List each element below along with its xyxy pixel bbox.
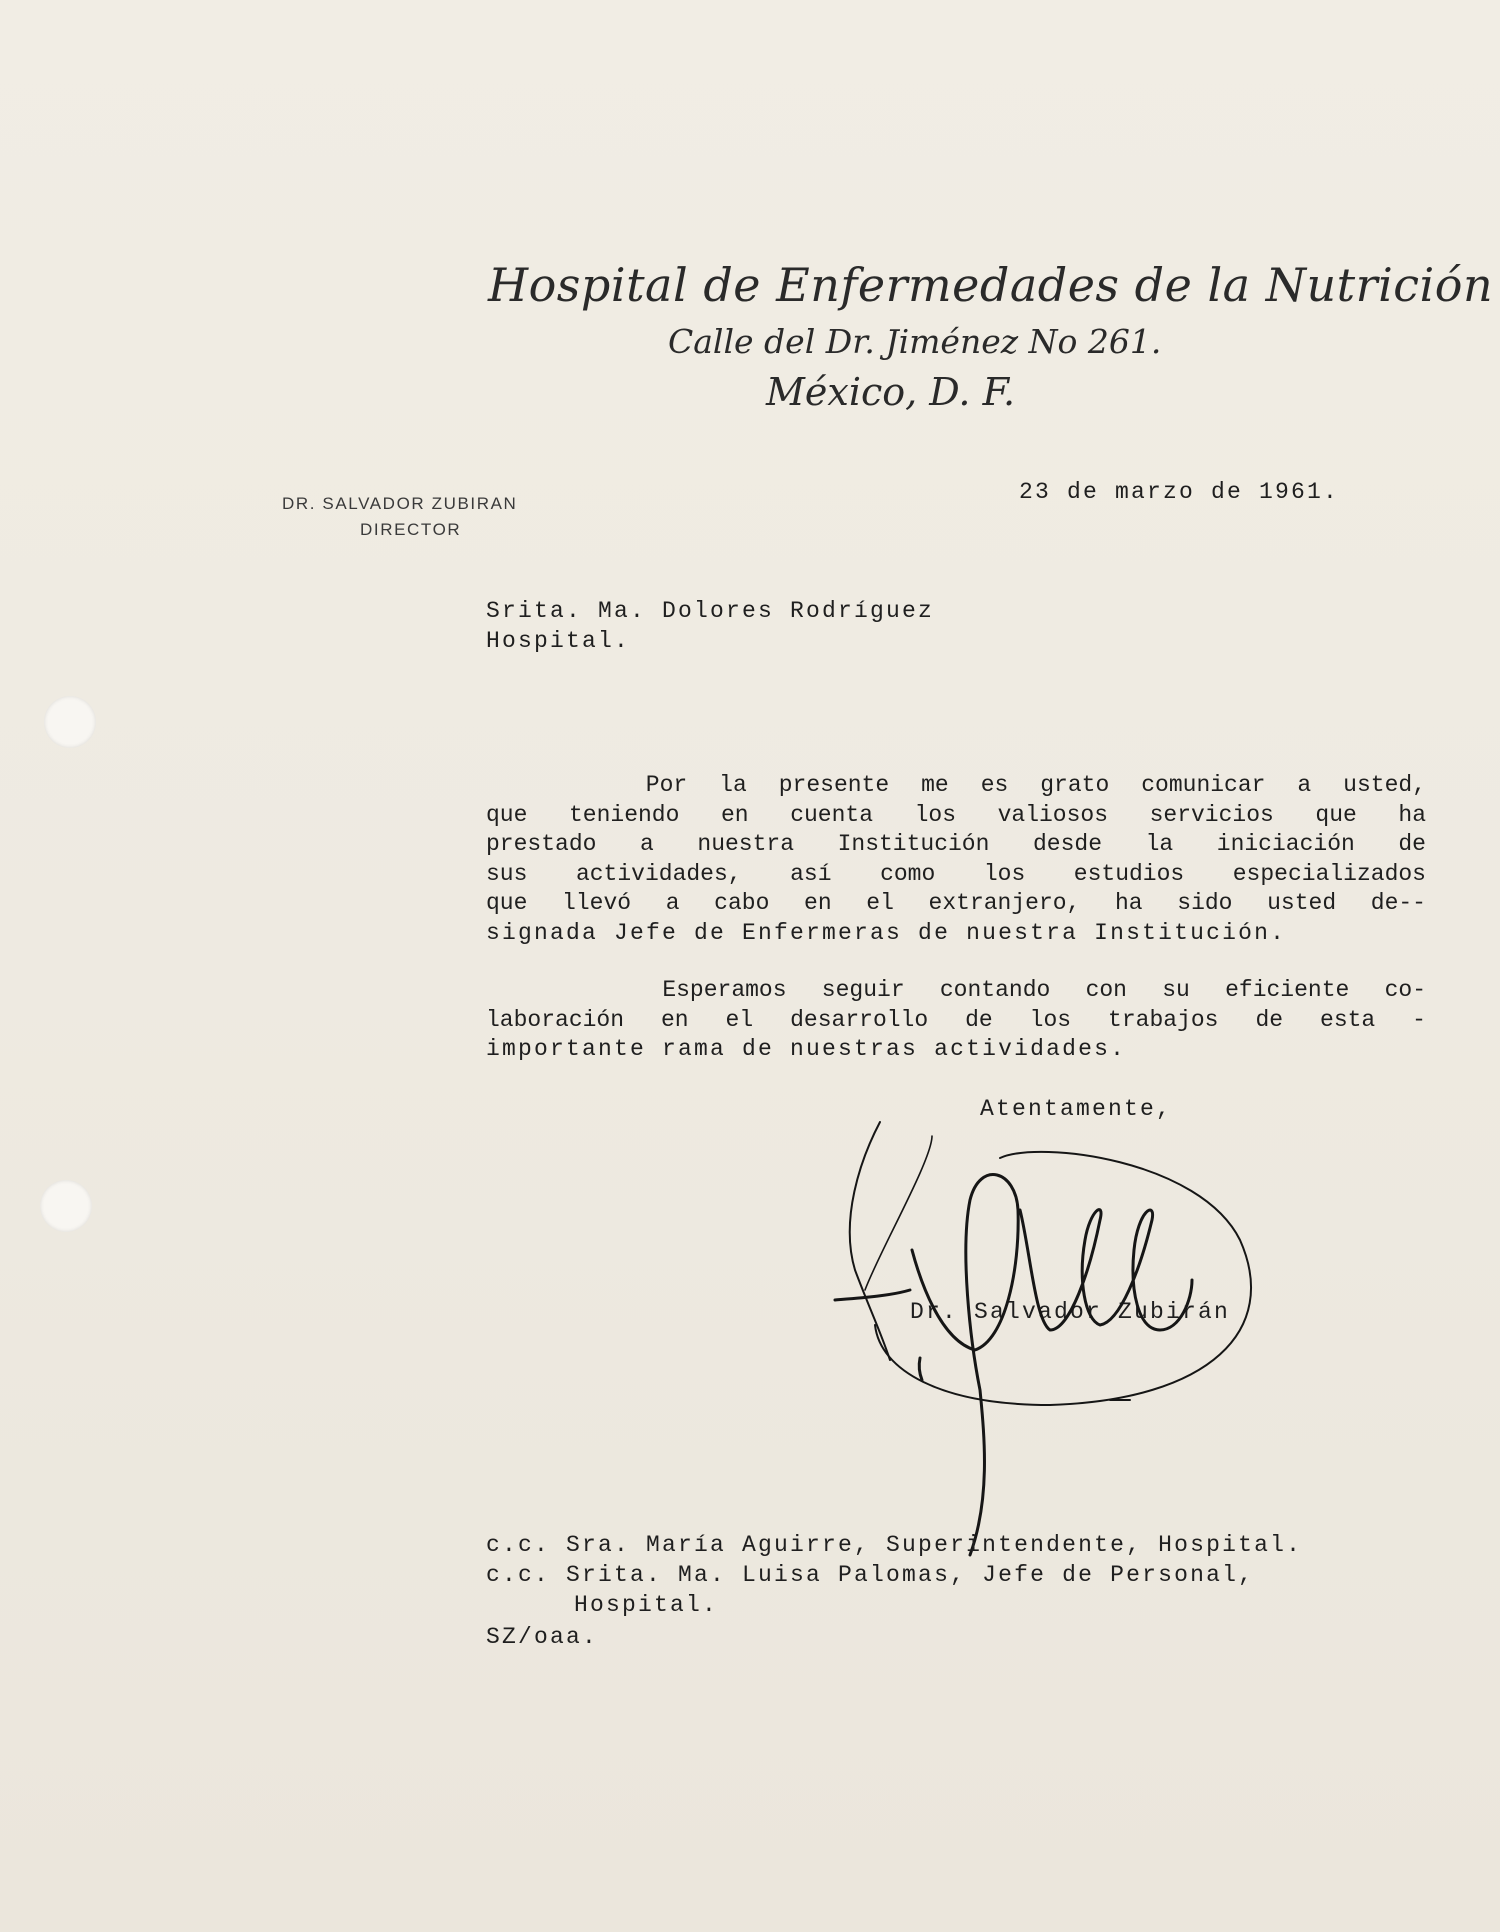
cc-line: c.c. Sra. María Aguirre, Superintendente, Hospital. xyxy=(486,1532,1303,1558)
letter-date: 23 de marzo de 1961. xyxy=(1019,479,1340,505)
body-line: signada Jefe de Enfermeras de nuestra Institución. xyxy=(486,919,1287,946)
cc-line: Hospital. xyxy=(574,1592,719,1618)
body-paragraph-1 xyxy=(486,771,1426,948)
body-line: importante rama de nuestras actividades. xyxy=(486,1036,1127,1062)
punch-hole xyxy=(44,696,96,748)
body-paragraph-2 xyxy=(486,976,1426,1065)
body-line: que teniendo en cuenta los valiosos servicios que ha xyxy=(486,801,1426,828)
recipient-name: Srita. Ma. Dolores Rodríguez xyxy=(486,598,935,624)
body-line: Por la presente me es grato comunicar a usted, xyxy=(486,772,1426,798)
body-line: Esperamos seguir contando con su eficiente co- xyxy=(486,977,1426,1003)
signer-name: Dr. Salvador Zubirán xyxy=(910,1299,1231,1325)
letterhead-address: Calle del Dr. Jiménez No 261. xyxy=(668,322,1162,361)
closing: Atentamente, xyxy=(980,1096,1173,1122)
body-line: prestado a nuestra Institución desde la iniciación de xyxy=(486,831,1426,857)
punch-hole xyxy=(40,1180,92,1232)
body-line: que llevó a cabo en el extranjero, ha sido usted de-- xyxy=(486,890,1426,916)
director-name: DR. SALVADOR ZUBIRAN xyxy=(282,494,518,513)
recipient-place: Hospital. xyxy=(486,628,631,654)
handwritten-signature xyxy=(820,1100,1300,1550)
cc-line: c.c. Srita. Ma. Luisa Palomas, Jefe de Personal, xyxy=(486,1562,1255,1588)
letterhead-city: México, D. F. xyxy=(766,370,1016,414)
letterhead-institution: Hospital de Enfermedades de la Nutrición xyxy=(488,258,1494,312)
body-line: laboración en el desarrollo de los trabajos de esta - xyxy=(486,1006,1426,1033)
body-line: sus actividades, así como los estudios especializados xyxy=(486,860,1426,887)
director-title: DIRECTOR xyxy=(360,520,462,539)
reference-initials: SZ/oaa. xyxy=(486,1624,599,1650)
